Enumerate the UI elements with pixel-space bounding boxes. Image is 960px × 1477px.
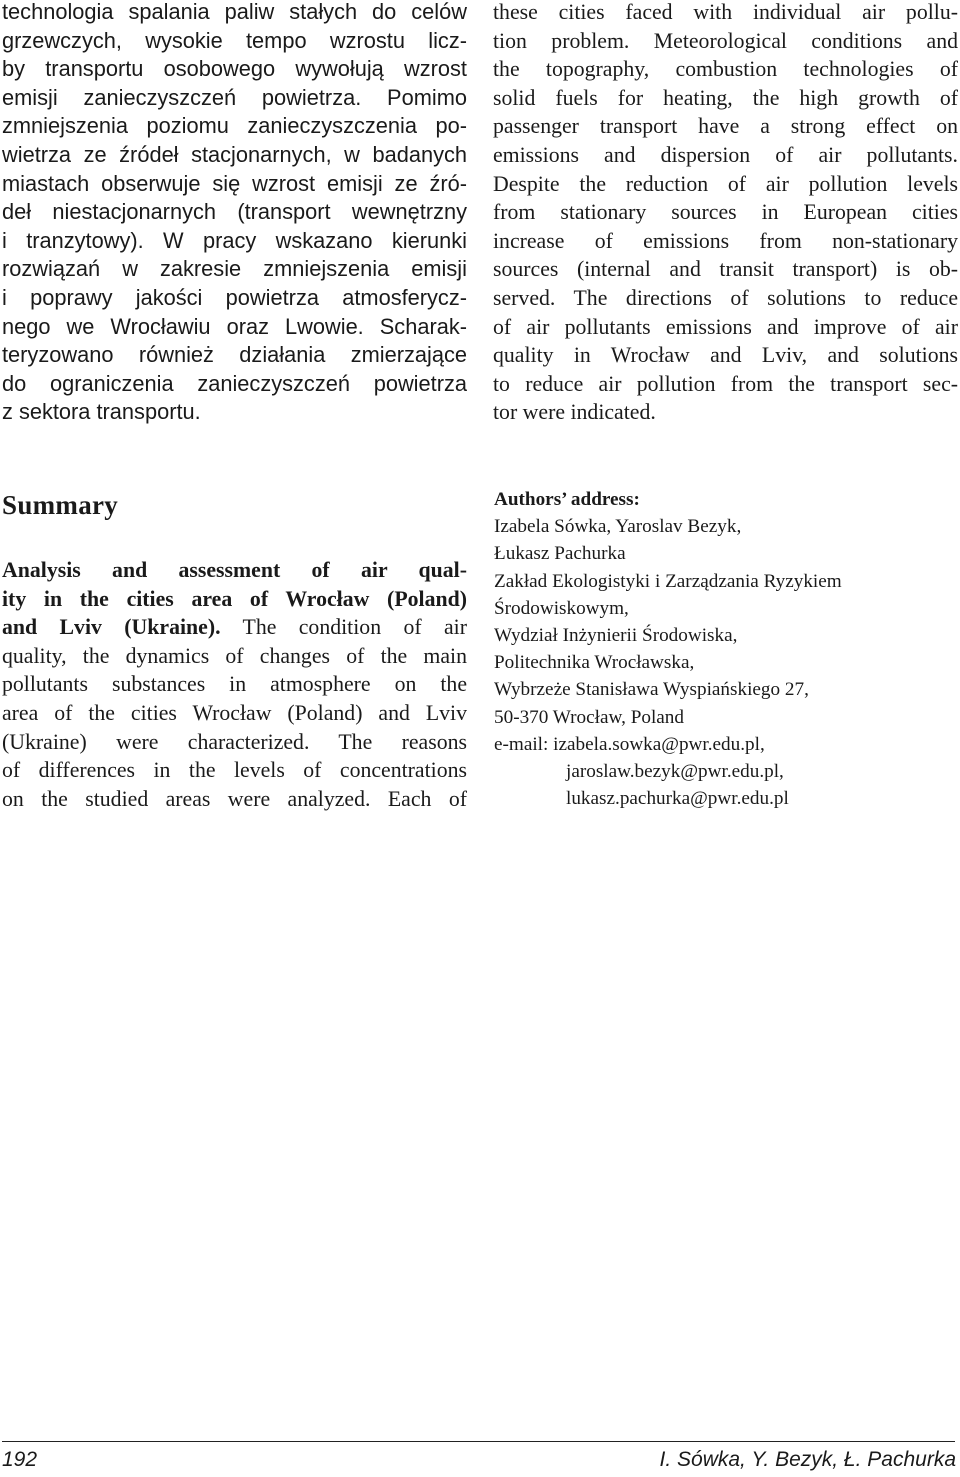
email-line bbox=[494, 731, 934, 758]
summary-title-line bbox=[2, 613, 467, 642]
polish-abstract-line: z sektora transportu. bbox=[2, 399, 201, 425]
polish-abstract-line: wietrza ze źródeł stacjonarnych, w badanych bbox=[2, 141, 467, 167]
english-summary-line: sources (internal and transit transport) is ob- bbox=[493, 257, 958, 282]
summary-body-line: on the studied areas were analyzed. Each of bbox=[2, 786, 467, 811]
summary-body-line: (Ukraine) were characterized. The reasons bbox=[2, 729, 467, 754]
summary-body-line: area of the cities Wrocław (Poland) and Lviv bbox=[2, 700, 467, 725]
polish-abstract-line: i tranzytowy). W pracy wskazano kierunki bbox=[2, 227, 467, 253]
email-link[interactable]: lukasz.pachurka@pwr.edu.pl bbox=[566, 788, 789, 810]
polish-abstract bbox=[2, 0, 467, 427]
summary-heading: Summary bbox=[2, 490, 119, 520]
summary-body bbox=[2, 556, 467, 813]
polish-abstract-line: deł niestacjonarnych (transport wewnętrzny bbox=[2, 199, 467, 225]
polish-abstract-line: technologia spalania paliw stałych do celów bbox=[2, 0, 467, 24]
english-summary-line: passenger transport have a strong effect on bbox=[493, 114, 958, 139]
authors-address-line: Politechnika Wrocławska, bbox=[494, 652, 695, 674]
english-summary-line: tor were indicated. bbox=[493, 400, 656, 425]
polish-abstract-line: teryzowano również działania zmierzające bbox=[2, 342, 467, 368]
english-summary-line: these cities faced with individual air pollu- bbox=[493, 0, 958, 24]
running-footer-authors: I. Sówka, Y. Bezyk, Ł. Pachurka bbox=[659, 1448, 956, 1471]
authors-address-line: 50-370 Wrocław, Poland bbox=[494, 706, 684, 728]
english-summary-line: quality in Wrocław and Lviv, and solutions bbox=[493, 343, 958, 368]
polish-abstract-line: zmniejszenia poziomu zanieczyszczenia po- bbox=[2, 113, 467, 139]
english-summary-line: of air pollutants emissions and improve of air bbox=[493, 314, 958, 339]
summary-body-line: quality, the dynamics of changes of the main bbox=[2, 643, 467, 668]
english-summary-line: to reduce air pollution from the transport sec- bbox=[493, 371, 958, 396]
authors-address-line: Środowiskowym, bbox=[494, 597, 629, 619]
english-summary-line: increase of emissions from non-stationary bbox=[493, 228, 958, 253]
english-summary-continuation bbox=[493, 0, 958, 427]
summary-title-end: and Lviv (Ukraine). bbox=[2, 615, 221, 640]
polish-abstract-line: rozwiązań w zakresie zmniejszenia emisji bbox=[2, 256, 467, 282]
authors-address-line: Łukasz Pachurka bbox=[494, 543, 626, 565]
polish-abstract-line: emisji zanieczyszczeń powietrza. Pomimo bbox=[2, 84, 467, 110]
summary-title-line: Analysis and assessment of air qual- bbox=[2, 558, 467, 582]
summary-body-line: of differences in the levels of concentrations bbox=[2, 758, 467, 783]
page-number: 192 bbox=[2, 1448, 38, 1471]
authors-address-line: Zakład Ekologistyki i Zarządzania Ryzykiem bbox=[494, 570, 842, 592]
polish-abstract-line: do ograniczenia zanieczyszczeń powietrza bbox=[2, 370, 467, 396]
polish-abstract-line: by transportu osobowego wywołują wzrost bbox=[2, 56, 467, 82]
english-summary-line: Despite the reduction of air pollution levels bbox=[493, 171, 958, 196]
email-link[interactable]: jaroslaw.bezyk@pwr.edu.pl, bbox=[566, 760, 784, 782]
footer-divider bbox=[2, 1441, 955, 1442]
summary-body-start: The condition of air bbox=[220, 615, 467, 640]
english-summary-line: from stationary sources in European cities bbox=[493, 200, 958, 225]
email-link[interactable]: izabela.sowka@pwr.edu.pl, bbox=[553, 733, 765, 755]
summary-body-line: pollutants substances in atmosphere on the bbox=[2, 672, 467, 697]
english-summary-line: the topography, combustion technologies of bbox=[493, 57, 958, 82]
polish-abstract-line: grzewczych, wysokie tempo wzrostu licz- bbox=[2, 27, 467, 53]
polish-abstract-line: i poprawy jakości powietrza atmosferycz- bbox=[2, 284, 467, 310]
english-summary-line: served. The directions of solutions to reduce bbox=[493, 285, 958, 310]
email-label: e-mail: bbox=[494, 733, 549, 755]
summary-title-line: ity in the cities area of Wrocław (Poland) bbox=[2, 586, 467, 611]
polish-abstract-line: miastach obserwuje się wzrost emisji ze źró- bbox=[2, 170, 467, 196]
authors-address-line: Wydział Inżynierii Środowiska, bbox=[494, 624, 738, 646]
authors-address-line: Wybrzeże Stanisława Wyspiańskiego 27, bbox=[494, 679, 809, 701]
authors-address-heading: Authors’ address: bbox=[494, 489, 640, 510]
authors-address-line: Izabela Sówka, Yaroslav Bezyk, bbox=[494, 516, 742, 538]
authors-address bbox=[494, 486, 934, 812]
english-summary-line: tion problem. Meteorological conditions and bbox=[493, 28, 958, 53]
english-summary-line: solid fuels for heating, the high growth of bbox=[493, 85, 958, 110]
english-summary-line: emissions and dispersion of air pollutants. bbox=[493, 142, 958, 167]
email-line bbox=[494, 785, 934, 812]
email-line bbox=[494, 758, 934, 785]
polish-abstract-line: nego we Wrocławiu oraz Lwowie. Scharak- bbox=[2, 313, 467, 339]
